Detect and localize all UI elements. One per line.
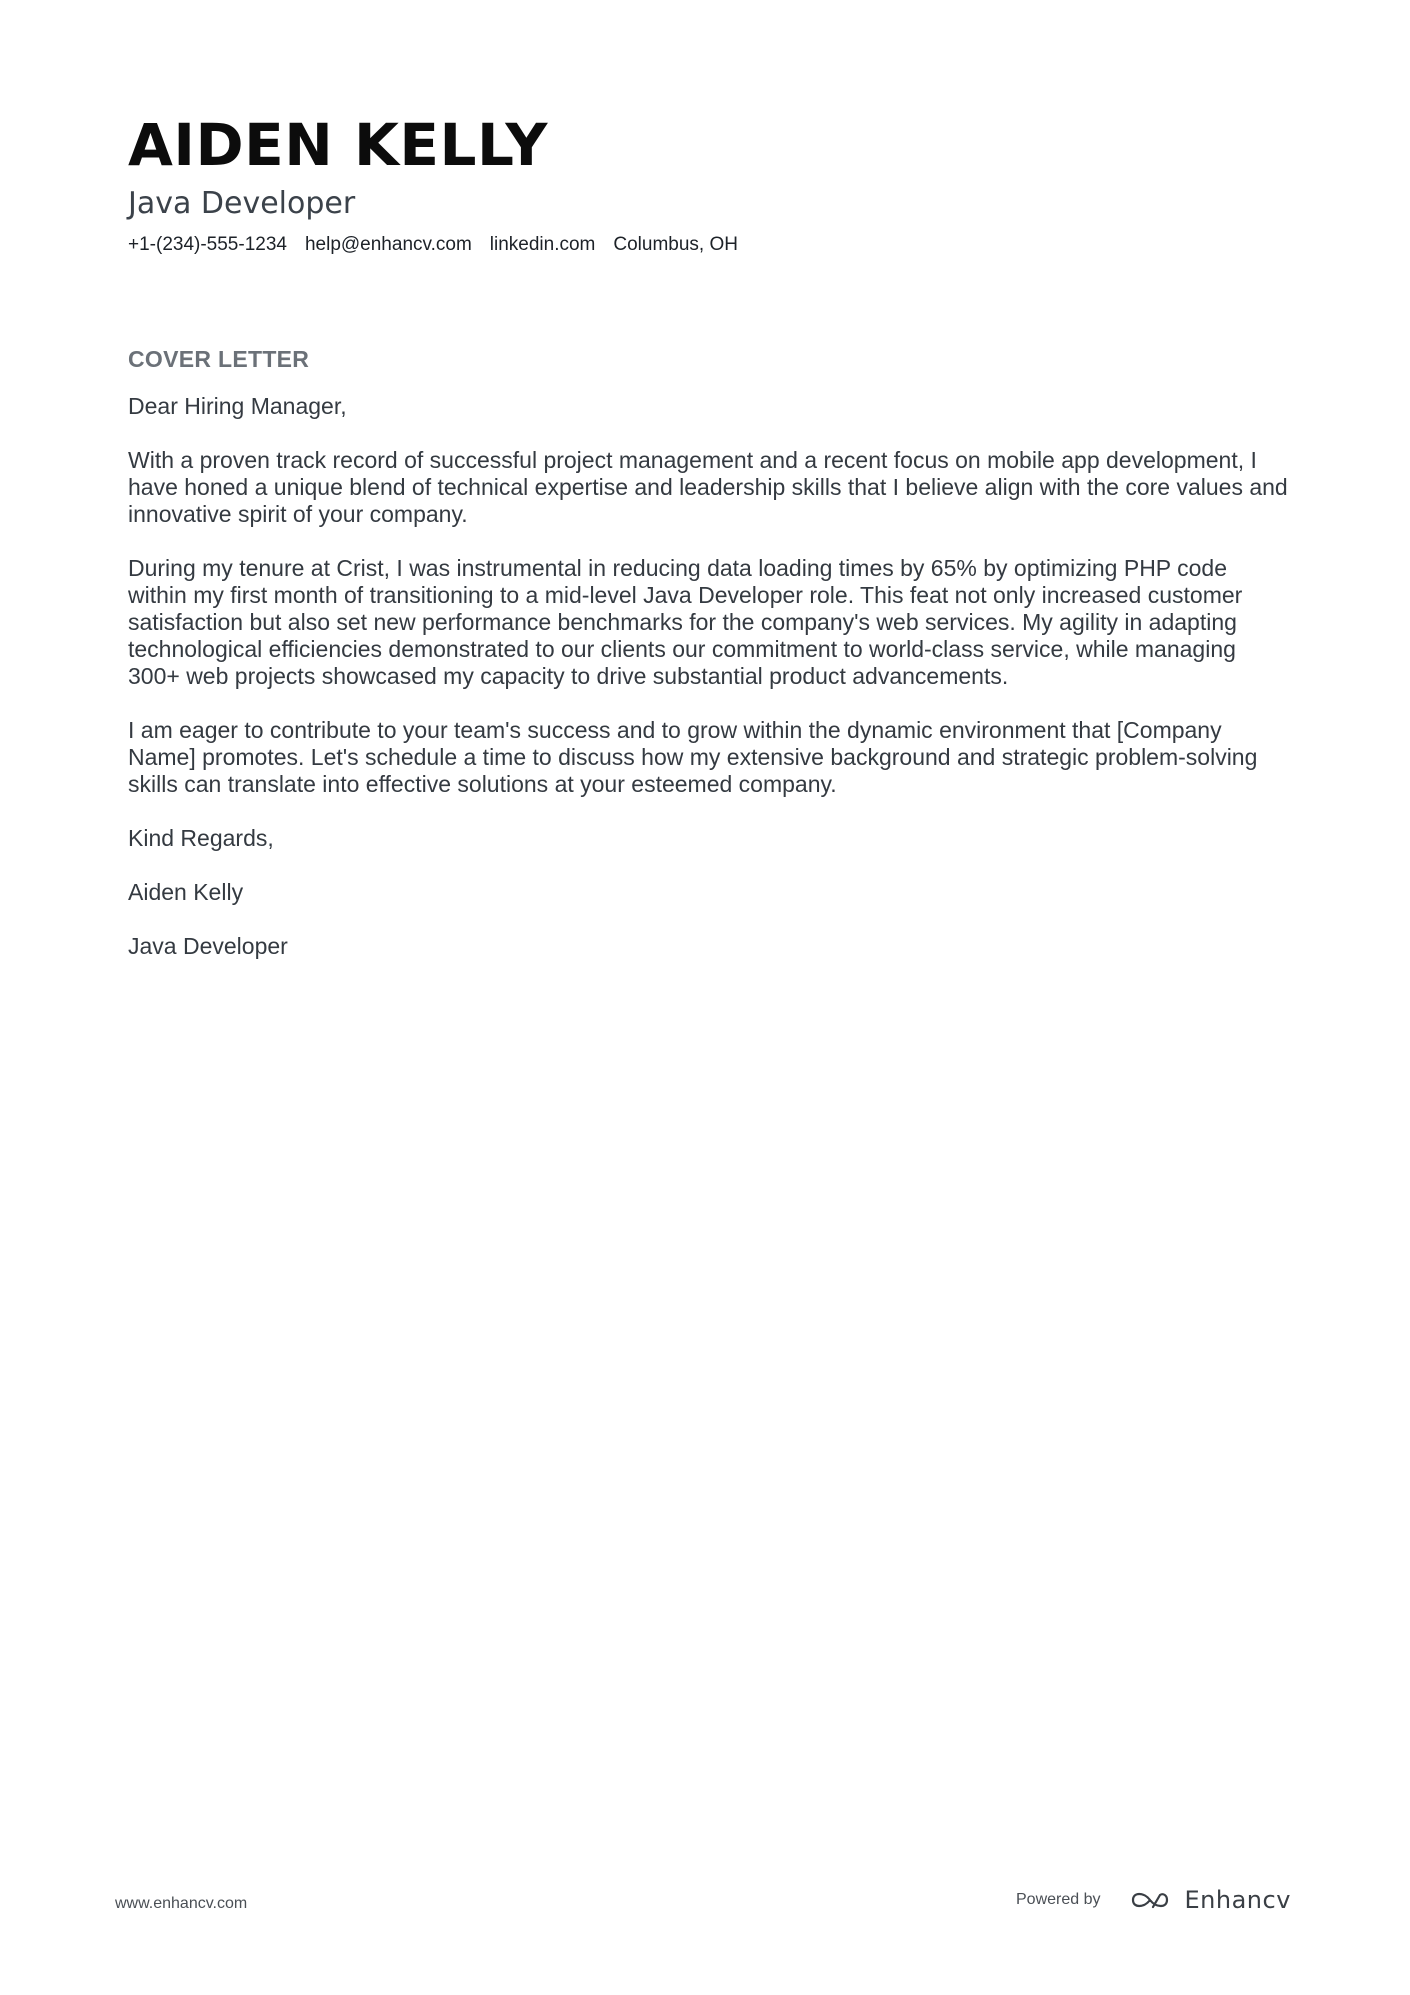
section-title: COVER LETTER	[128, 346, 310, 372]
brand-logo[interactable]	[1127, 1886, 1291, 1914]
candidate-name: AIDEN KELLY	[128, 111, 548, 179]
enhancv-logo-icon	[1127, 1887, 1175, 1913]
contact-phone: +1-(234)-555-1234	[128, 234, 287, 255]
signature-name: Aiden Kelly	[128, 879, 244, 905]
signature-title: Java Developer	[128, 933, 288, 959]
contact-info	[128, 232, 738, 258]
salutation: Dear Hiring Manager,	[128, 393, 347, 419]
brand-name: Enhancv	[1184, 1886, 1291, 1914]
candidate-title: Java Developer	[128, 186, 356, 221]
contact-linkedin[interactable]: linkedin.com	[489, 234, 596, 255]
footer-website[interactable]: www.enhancv.com	[115, 1895, 248, 1912]
powered-by-label: Powered by	[1016, 1891, 1101, 1908]
paragraph-2: During my tenure at Crist, I was instrumental in reducing data loading times by 65% by optimizing PHP code within my first month of transitioning to a mid-level Java Developer role. This feat not only increased customer satisfaction but also set new performance benchmarks for the company's web services. My agility in adapting technological efficiencies demonstrated to our clients our commitment to world-class service, while managing 300+ web projects showcased my capacity to drive substantial product advancements.	[128, 555, 1243, 689]
paragraph-1: With a proven track record of successful project management and a recent focus on mobile app development, I have honed a unique blend of technical expertise and leadership skills that I believe align with the core values and innovative spirit of your company.	[128, 447, 1288, 527]
letter-body	[128, 343, 1288, 987]
footer-branding	[1016, 1880, 1291, 1920]
contact-email[interactable]: help@enhancv.com	[304, 234, 472, 255]
paragraph-3: I am eager to contribute to your team's success and to grow within the dynamic environment that [Company Name] promotes. Let's schedule a time to discuss how my extensive background and strategic problem-solving skills can translate into effective solutions at your esteemed company.	[128, 717, 1258, 797]
contact-location: Columbus, OH	[613, 234, 738, 255]
closing: Kind Regards,	[128, 825, 274, 851]
resume-header	[128, 110, 738, 258]
